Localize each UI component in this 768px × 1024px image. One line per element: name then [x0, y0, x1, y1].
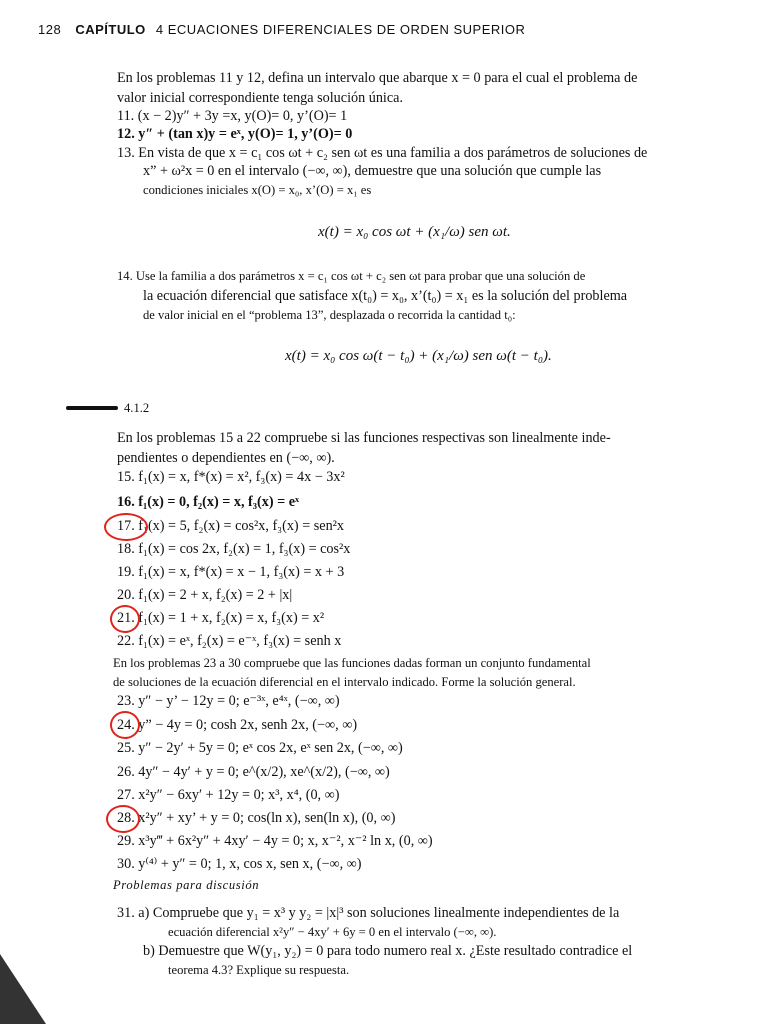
intro-15-22-line2: pendientes o dependientes en (−∞, ∞).	[117, 450, 335, 466]
problem-14-line3: de valor inicial en el “problema 13”, desplazada o recorrida la cantidad t₀:	[143, 308, 516, 322]
problem-24: 24. y” − 4y = 0; cosh 2x, senh 2x, (−∞, ∞)	[117, 717, 358, 733]
problem-31-line2: ecuación diferencial x²y″ − 4xy′ + 6y = 0 en el intervalo (−∞, ∞).	[168, 925, 497, 939]
problem-13-line1: 13. En vista de que x = c₁ cos ωt + c₂ sen ωt es una familia a dos parámetros de soluciones de	[117, 145, 648, 161]
problem-12: 12. y″ + (tan x)y = eˣ, y(O)= 1, y’(O)= 0	[117, 126, 353, 142]
problem-20: 20. f₁(x) = 2 + x, f₂(x) = 2 + |x|	[117, 587, 293, 603]
annotation-circle-28	[106, 805, 140, 833]
problem-11: 11. (x − 2)y″ + 3y =x, y(O)= 0, y’(O)= 1	[117, 108, 348, 124]
problem-23: 23. y″ − y’ − 12y = 0; e⁻³ˣ, e⁴ˣ, (−∞, ∞)	[117, 693, 340, 709]
chapter-label: CAPÍTULO	[75, 22, 146, 37]
problem-22: 22. f₁(x) = eˣ, f₂(x) = e⁻ˣ, f₃(x) = senh x	[117, 633, 342, 649]
scan-shadow	[0, 954, 46, 1024]
problem-30: 30. y⁽⁴⁾ + y″ = 0; 1, x, cos x, sen x, (−∞, ∞)	[117, 856, 362, 872]
discussion-heading: Problemas para discusión	[113, 878, 260, 892]
annotation-circle-24	[110, 711, 140, 739]
problem-25: 25. y″ − 2y′ + 5y = 0; eˣ cos 2x, eˣ sen 2x, (−∞, ∞)	[117, 740, 403, 756]
intro-23-30-line2: de soluciones de la ecuación diferencial en el intervalo indicado. Forme la solución general.	[113, 675, 576, 689]
formula-14: x(t) = x₀ cos ω(t − t₀) + (x₁/ω) sen ω(t − t₀).	[285, 348, 552, 364]
problem-13-line3: condiciones iniciales x(O) = x₀, x’(O) = x₁ es	[143, 183, 372, 197]
problem-19: 19. f₁(x) = x, f*(x) = x − 1, f₃(x) = x + 3	[117, 564, 345, 580]
section-marker-bar	[66, 406, 118, 410]
problem-28: 28. x²y″ + xy’ + y = 0; cos(ln x), sen(ln x), (0, ∞)	[117, 810, 396, 826]
intro-11-12-line1: En los problemas 11 y 12, defina un intervalo que abarque x = 0 para el cual el problema de	[117, 70, 638, 86]
section-number: 4.1.2	[124, 401, 150, 415]
problem-14-line2: la ecuación diferencial que satisface x(t₀) = x₀, x’(t₀) = x₁ es la solución del problema	[143, 288, 628, 304]
problem-16: 16. f₁(x) = 0, f₂(x) = x, f₃(x) = eˣ	[117, 494, 300, 510]
chapter-title: 4 ECUACIONES DIFERENCIALES DE ORDEN SUPERIOR	[155, 22, 526, 37]
formula-13: x(t) = x₀ cos ωt + (x₁/ω) sen ωt.	[318, 224, 511, 240]
problem-18: 18. f₁(x) = cos 2x, f₂(x) = 1, f₃(x) = cos²x	[117, 541, 351, 557]
problem-29: 29. x³y‴ + 6x²y″ + 4xy′ − 4y = 0; x, x⁻², x⁻² ln x, (0, ∞)	[117, 833, 433, 849]
annotation-circle-17	[104, 513, 148, 541]
page-number: 128	[38, 22, 62, 37]
problem-31-line3: b) Demuestre que W(y₁, y₂) = 0 para todo numero real x. ¿Este resultado contradice el	[143, 943, 633, 959]
problem-17: 17. f₁(x) = 5, f₂(x) = cos²x, f₃(x) = sen²x	[117, 518, 345, 534]
problem-31-line4: teorema 4.3? Explique su respuesta.	[168, 963, 350, 977]
intro-15-22-line1: En los problemas 15 a 22 compruebe si las funciones respectivas son linealmente inde-	[117, 430, 611, 446]
problem-15: 15. f₁(x) = x, f*(x) = x², f₃(x) = 4x − 3x²	[117, 469, 345, 485]
annotation-circle-21	[110, 605, 140, 633]
problem-26: 26. 4y″ − 4y′ + y = 0; e^(x/2), xe^(x/2), (−∞, ∞)	[117, 764, 390, 780]
page-header	[38, 22, 525, 37]
problem-13-line2: x” + ω²x = 0 en el intervalo (−∞, ∞), demuestre que una solución que cumple las	[143, 163, 602, 179]
problem-14-line1: 14. Use la familia a dos parámetros x = c₁ cos ωt + c₂ sen ωt para probar que una solución de	[117, 269, 586, 283]
intro-23-30-line1: En los problemas 23 a 30 compruebe que las funciones dadas forman un conjunto fundamental	[113, 656, 591, 670]
problem-21: 21. f₁(x) = 1 + x, f₂(x) = x, f₃(x) = x²	[117, 610, 325, 626]
intro-11-12-line2: valor inicial correspondiente tenga solución única.	[117, 90, 404, 106]
problem-31-line1: 31. a) Compruebe que y₁ = x³ y y₂ = |x|³ son soluciones linealmente independientes de la	[117, 905, 620, 921]
problem-27: 27. x²y″ − 6xy′ + 12y = 0; x³, x⁴, (0, ∞)	[117, 787, 340, 803]
